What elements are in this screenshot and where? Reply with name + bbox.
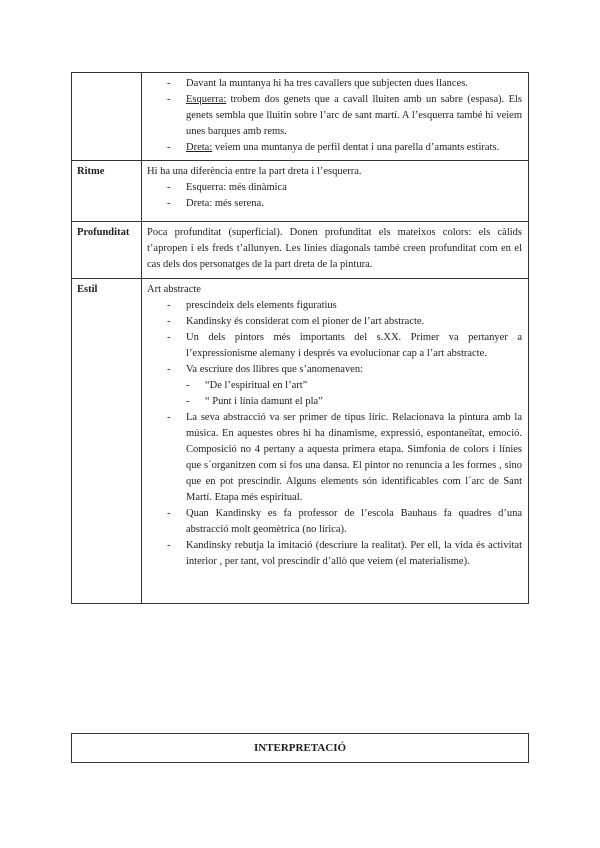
composition-content <box>142 73 529 161</box>
profunditat-row <box>72 222 529 279</box>
right-lead: Dreta: <box>186 142 213 153</box>
ritme-label: Ritme <box>72 161 142 222</box>
left-lead: Esquerra: <box>186 94 227 105</box>
list-item: - Quan Kandinsky es fa professor de l’escola Bauhaus fa quadres d’una abstracció molt geomètrica (no lírica). <box>167 506 522 538</box>
books-list <box>147 378 522 410</box>
estil-label: Estil <box>72 279 142 604</box>
estil-list-cont <box>147 410 522 570</box>
analysis-table <box>71 72 529 604</box>
list-item: - prescindeix dels elements figuratius <box>167 298 522 314</box>
list-item: - Kandinsky rebutja la imitació (descriure la realitat). Per ell, la vida és activitat interior , per tant, vol prescindir d’allò que veiem (el materialisme). <box>167 538 522 570</box>
profunditat-content <box>142 222 529 279</box>
list-item: - Kandinsky és considerat com el pioner de l’art abstracte. <box>167 314 522 330</box>
list-item: - La seva abstracció va ser primer de tipus líric. Relacionava la pintura amb la música. En aquestes obres hi ha dinamisme, expressió, espontaneïtat, emoció. Composició no 4 pertany a aquesta primera etapa. Simfonia de colors i línies que s´organitzen com si fos una dansa. El pintor no renuncia a les formes , sino que en pot prescindir. Alguns elements són identificables com l´arc de Sant Martí. Etapa més espiritual. <box>167 410 522 506</box>
composition-label-cell <box>72 73 142 161</box>
composition-list <box>147 76 522 156</box>
list-item: - Esquerra: trobem dos genets que a cavall lluiten amb un sabre (espasa). Els genets sembla que lluitin sobre l’arc de sant martí. A l’esquerra també hi veiem unes barques amb rems. <box>167 92 522 140</box>
book-item: - “ Punt i línia damunt el pla” <box>186 394 522 410</box>
interpretacio-heading: INTERPRETACIÓ <box>71 733 529 763</box>
list-item: - Va escriure dos llibres que s’anomenaven: <box>167 362 522 378</box>
list-item: - Davant la muntanya hi ha tres cavallers que subjecten dues llances. <box>167 76 522 92</box>
ritme-row <box>72 161 529 222</box>
list-item: - Dreta: veiem una muntanya de perfil dentat i una parella d’amants estirats. <box>167 140 522 156</box>
ritme-intro: Hi ha una diferència entre la part dreta i l’esquerra. <box>147 166 362 177</box>
estil-list <box>147 298 522 378</box>
estil-content <box>142 279 529 604</box>
composition-row <box>72 73 529 161</box>
profunditat-label: Profunditat <box>72 222 142 279</box>
list-item: - Un dels pintors més importants del s.XX. Primer va pertanyer a l’expressionisme alemany i després va evolucionar cap a l’art abstracte. <box>167 330 522 362</box>
ritme-content <box>142 161 529 222</box>
profunditat-text: Poca profunditat (superficial). Donen profunditat els mateixos colors: els càlids t’apropen i els freds t’allunyen. Les línies diagonals també creen profunditat com en el cas dels dos personatges de la part dreta de la pintura. <box>147 227 522 270</box>
estil-row <box>72 279 529 604</box>
list-item: - Esquerra: més dinàmica <box>167 180 522 196</box>
estil-intro: Art abstracte <box>147 284 201 295</box>
book-item: - “De l’espiritual en l’art” <box>186 378 522 394</box>
ritme-list <box>147 180 522 212</box>
list-item: - Dreta: més serena. <box>167 196 522 212</box>
